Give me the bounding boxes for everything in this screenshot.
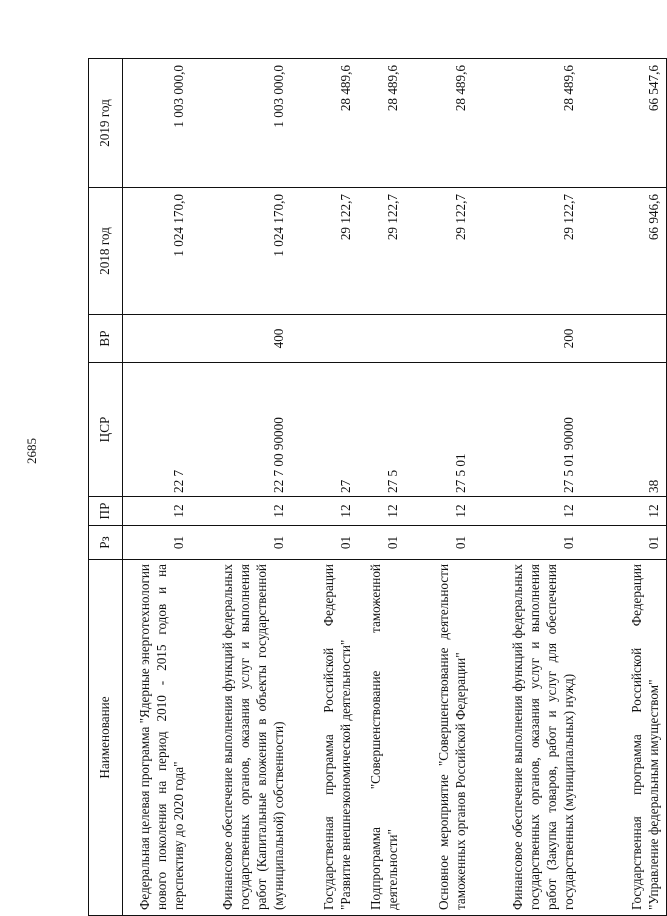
row-vr: 200 [473, 315, 581, 363]
row-2018: 29 122,7 [291, 188, 358, 315]
row-rz: 01 [123, 526, 191, 560]
row-2019: 28 489,6 [291, 59, 358, 188]
row-rz: 01 [405, 526, 473, 560]
row-2019: 1 003 000,0 [123, 59, 191, 188]
row-rz: 01 [581, 526, 667, 560]
row-pr: 12 [291, 497, 358, 526]
row-2018: 1 024 170,0 [191, 188, 291, 315]
row-name: Основное мероприятие "Совершенствование деятельности таможенных органов Российской Федерации" [405, 560, 473, 916]
row-csr: 38 [581, 363, 667, 497]
header-2018: 2018 год [89, 188, 123, 315]
row-2018: 29 122,7 [473, 188, 581, 315]
row-name: Подпрограмма "Совершенствование таможенной деятельности" [358, 560, 405, 916]
row-vr [123, 315, 191, 363]
table-row [358, 59, 405, 916]
row-pr: 12 [358, 497, 405, 526]
row-pr: 12 [473, 497, 581, 526]
row-2018: 29 122,7 [358, 188, 405, 315]
row-rz: 01 [291, 526, 358, 560]
row-pr: 12 [123, 497, 191, 526]
header-2019: 2019 год [89, 59, 123, 188]
header-csr: ЦСР [89, 363, 123, 497]
table-row [291, 59, 358, 916]
row-2019: 28 489,6 [405, 59, 473, 188]
table-row [123, 59, 191, 916]
row-vr [581, 315, 667, 363]
row-csr: 27 5 01 [405, 363, 473, 497]
row-csr: 27 [291, 363, 358, 497]
row-pr: 12 [405, 497, 473, 526]
row-2019: 66 547,6 [581, 59, 667, 188]
row-vr [358, 315, 405, 363]
table-header-row [89, 59, 123, 916]
header-rz: Рз [89, 526, 123, 560]
header-vr: ВР [89, 315, 123, 363]
row-name: Финансовое обеспечение выполнения функций федеральных государственных органов, оказания услуг и выполнения работ (Капитальные вложения в объекты государственной (муниципальной) собственности) [191, 560, 291, 916]
row-name: Государственная программа Российской Федерации "Развитие внешнеэкономической деятельности" [291, 560, 358, 916]
row-pr: 12 [581, 497, 667, 526]
page-number: 2685 [24, 438, 39, 464]
table-row [473, 59, 581, 916]
row-csr: 22 7 [123, 363, 191, 497]
row-2019: 1 003 000,0 [191, 59, 291, 188]
row-2019: 28 489,6 [473, 59, 581, 188]
row-vr [291, 315, 358, 363]
table-row [405, 59, 473, 916]
budget-table [88, 58, 667, 916]
row-csr: 27 5 [358, 363, 405, 497]
row-name: Федеральная целевая программа "Ядерные энерготехнологии нового поколения на период 2010 - 2015 годов и на перспективу до 2020 года" [123, 560, 191, 916]
row-rz: 01 [191, 526, 291, 560]
header-name: Наименование [89, 560, 123, 916]
table-row [581, 59, 667, 916]
row-name: Финансовое обеспечение выполнения функций федеральных государственных органов, оказания услуг и выполнения работ (Закупка товаров, работ и услуг для обеспечения государственных (муниципальных) нужд) [473, 560, 581, 916]
row-csr: 27 5 01 90000 [473, 363, 581, 497]
row-csr: 22 7 00 90000 [191, 363, 291, 497]
row-2018: 1 024 170,0 [123, 188, 191, 315]
row-2018: 66 946,6 [581, 188, 667, 315]
table-row [191, 59, 291, 916]
row-vr: 400 [191, 315, 291, 363]
row-vr [405, 315, 473, 363]
row-rz: 01 [473, 526, 581, 560]
row-2018: 29 122,7 [405, 188, 473, 315]
row-2019: 28 489,6 [358, 59, 405, 188]
row-name: Государственная программа Российской Федерации "Управление федеральным имуществом" [581, 560, 667, 916]
row-pr: 12 [191, 497, 291, 526]
header-pr: ПР [89, 497, 123, 526]
row-rz: 01 [358, 526, 405, 560]
